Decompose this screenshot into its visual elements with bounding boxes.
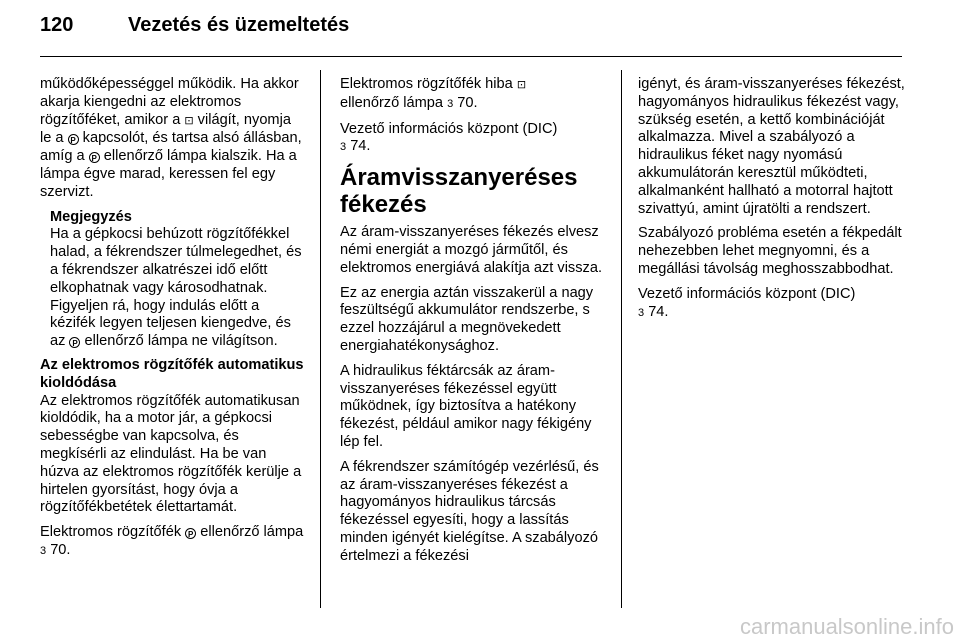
page-ref-link[interactable]: 74. (350, 138, 371, 155)
paragraph: Az elektromos rögzítőfék automatikusan kioldódik, ha a motor jár, a gépkocsi sebességbe van kapcsolva, és megkísérli az elindulást. Ha be van húzva az elektromos rögzítőfék kerülje a hirtelen gyorsítást, hogy óvja a rögzítőfékbetétek élettartamát. (40, 392, 302, 516)
section-heading: Áramvisszanyeréses fékezés (340, 164, 578, 219)
brake-fault-icon: ⊡ (184, 114, 194, 127)
parking-brake-icon: P (68, 134, 79, 145)
note-box: Megjegyzés Ha a gépkocsi behúzott rögzítőfékkel halad, a fékrendszer túlmelegedhet, és a fékrendszer alkatrészei idő előtt elkophatnak vagy károsodhatnak. Figyeljen rá, hogy indulás előtt a kézifék legyen teljesen kiengedve, és az P ellenőrző lámpa ne világítson. (50, 209, 305, 351)
paragraph: igényt, és áram-visszanyeréses fékezést, hagyományos hidraulikus fékezést vagy, szükség esetén, a kettő kombinációját alkalmazza. Mivel a szabályozó a hidraulikus féket nagy nyomású akkumulátorán keresztül működteti, alkalmanként hallható a motorral hajtott szivattyú, amint újratölti a rendszert. (638, 76, 905, 217)
page-ref-arrow-icon: 3 (447, 97, 454, 110)
column-2 (340, 76, 604, 573)
page-title: Vezetés és üzemeltetés (128, 14, 350, 36)
parking-brake-icon: P (185, 528, 196, 539)
paragraph: Elektromos rögzítőfék P ellenőrző lámpa 3 70. (40, 524, 305, 561)
page-number: 120 (40, 14, 74, 36)
column-1 (40, 76, 305, 568)
page-header (40, 14, 349, 44)
column-divider (320, 70, 321, 608)
paragraph: Az áram-visszanyeréses fékezés elvesz némi energiát a mozgó járműtől, és elektromos energiává alakítja azt vissza. (340, 224, 602, 276)
column-divider (621, 70, 622, 608)
note-heading: Megjegyzés (50, 208, 132, 225)
paragraph: működőképességgel működik. Ha akkor akarja kiengedni az elektromos rögzítőféket, amikor a ⊡ világít, nyomja le a P kapcsolót, és tartsa alsó állásban, amíg a P ellenőrző lámpa kialszik. Ha a lámpa égve marad, keressen fel egy szervizt. (40, 76, 302, 200)
parking-brake-icon: P (89, 152, 100, 163)
parking-brake-icon: P (69, 337, 80, 348)
paragraph: Vezető információs központ (DIC) 3 74. (638, 286, 906, 323)
page-ref-link[interactable]: 70. (50, 541, 71, 558)
watermark: carmanualsonline.info (739, 614, 954, 639)
column-3 (638, 76, 906, 329)
subheading: Az elektromos rögzítőfék automatikus kioldódása (40, 356, 304, 391)
page-ref-arrow-icon: 3 (638, 306, 645, 319)
page-ref-arrow-icon: 3 (340, 141, 347, 154)
paragraph: Elektromos rögzítőfék hiba ⊡ ellenőrző lámpa 3 70. (340, 76, 604, 114)
paragraph: Ez az energia aztán visszakerül a nagy feszültségű akkumulátor rendszerbe, s ezzel hozzájárul a megnövekedett energiahatékonysághoz. (340, 284, 594, 354)
paragraph: A fékrendszer számítógép vezérlésű, és az áram-visszanyeréses fékezést a hagyományos hidraulikus tárcsás fékezéssel egyesíti, hogy a lassítás minden igényét kielégítse. A szabályozó értelmezi a fékezési (340, 458, 599, 564)
header-rule (40, 56, 902, 57)
brake-fault-icon: ⊡ (516, 79, 527, 91)
page-ref-link[interactable]: 70. (457, 94, 478, 111)
page-ref-arrow-icon: 3 (40, 544, 47, 557)
paragraph: Vezető információs központ (DIC) 3 74. (340, 121, 604, 158)
page-ref-link[interactable]: 74. (648, 303, 669, 320)
paragraph: A hidraulikus féktárcsák az áram-visszanyeréses fékezéssel együtt működnek, így biztosítva a hatékony fékezést, például amikor nagy fékigény lép fel. (340, 362, 592, 450)
paragraph: Szabályozó probléma esetén a fékpedált nehezebben lehet megnyomni, és a megállási távolság meghosszabbodhat. (638, 225, 902, 277)
